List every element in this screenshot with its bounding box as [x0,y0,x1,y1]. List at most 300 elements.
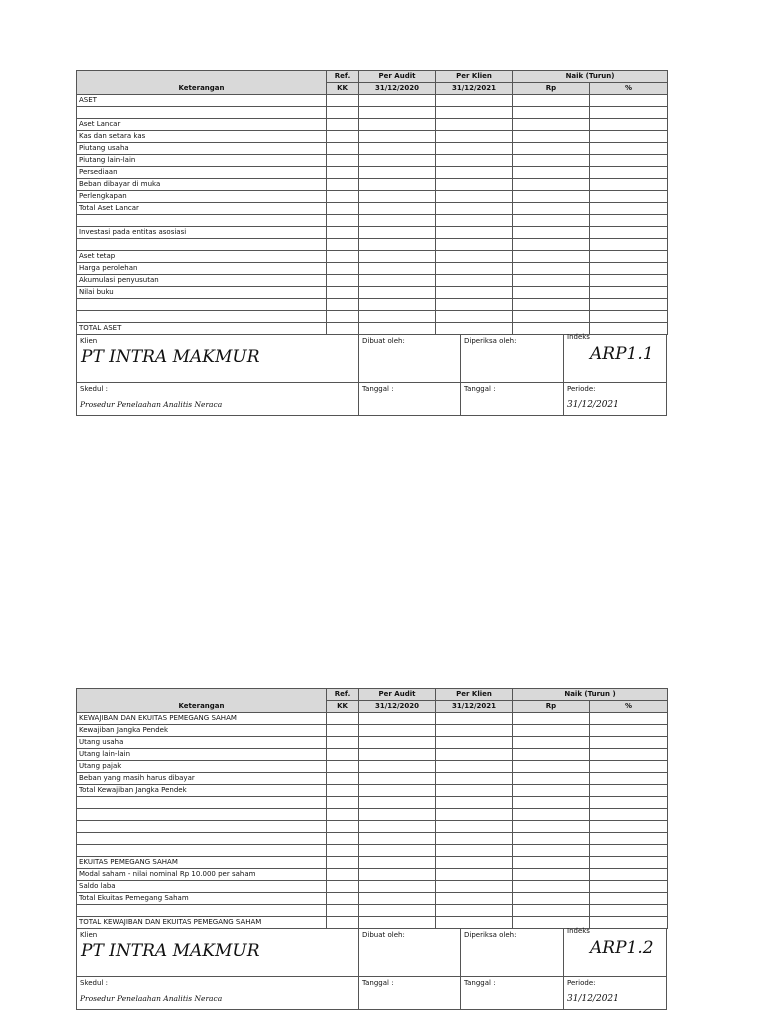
pct-cell [590,905,668,917]
diperiksa-cell [461,929,564,976]
ref-cell [327,761,359,773]
per-klien-cell [436,713,513,725]
indeks-value: ARP1.2 [590,938,654,958]
row-label [77,239,327,251]
rp-cell [513,761,590,773]
periode-label: Periode: [567,385,596,393]
per-klien-cell [436,905,513,917]
rp-cell [513,713,590,725]
row-label: Modal saham - nilai nominal Rp 10.000 per saham [77,869,327,881]
table-row [77,833,668,845]
rp-cell [513,191,590,203]
rp-cell [513,263,590,275]
rp-cell [513,857,590,869]
per-klien-cell [436,833,513,845]
table-row [77,227,668,239]
row-label: Investasi pada entitas asosiasi [77,227,327,239]
ref-cell [327,107,359,119]
rp-cell [513,95,590,107]
per-audit-cell [359,275,436,287]
row-label: Kas dan setara kas [77,131,327,143]
header-naik-turun: Naik (Turun ) [513,689,668,701]
ref-cell [327,869,359,881]
rp-cell [513,203,590,215]
client-cell [77,335,359,382]
per-klien-cell [436,809,513,821]
table-row [77,809,668,821]
per-audit-cell [359,893,436,905]
row-label [77,299,327,311]
per-klien-cell [436,275,513,287]
pct-cell [590,833,668,845]
rp-cell [513,239,590,251]
row-label [77,107,327,119]
ref-cell [327,119,359,131]
pct-cell [590,167,668,179]
row-label: Utang lain-lain [77,749,327,761]
per-audit-cell [359,845,436,857]
header-per-klien: Per Klien [436,71,513,83]
header-rp: Rp [513,701,590,713]
tanggal-cell-1 [359,977,461,1009]
pct-cell [590,857,668,869]
per-klien-cell [436,155,513,167]
rp-cell [513,797,590,809]
per-audit-cell [359,251,436,263]
rp-cell [513,845,590,857]
ref-cell [327,287,359,299]
per-audit-cell [359,881,436,893]
per-audit-cell [359,239,436,251]
header-naik-turun: Naik (Turun) [513,71,668,83]
pct-cell [590,107,668,119]
rp-cell [513,167,590,179]
per-klien-cell [436,95,513,107]
rp-cell [513,905,590,917]
per-klien-cell [436,191,513,203]
per-klien-cell [436,845,513,857]
liabilities-table [76,688,668,929]
skedul-label: Skedul : [80,979,108,987]
per-audit-cell [359,311,436,323]
header-keterangan: Keterangan [77,71,327,95]
ref-cell [327,797,359,809]
per-klien-cell [436,179,513,191]
row-label: Kewajiban Jangka Pendek [77,725,327,737]
klien-label: Klien [80,931,98,939]
table-row [77,737,668,749]
pct-cell [590,131,668,143]
per-audit-cell [359,797,436,809]
ref-cell [327,239,359,251]
pct-cell [590,323,668,335]
row-label: Harga perolehan [77,263,327,275]
per-audit-cell [359,95,436,107]
indeks-label: Indeks [567,927,590,935]
ref-cell [327,179,359,191]
dibuat-label: Dibuat oleh: [362,337,405,345]
table-row [77,107,668,119]
per-audit-cell [359,299,436,311]
per-klien-cell [436,749,513,761]
table-row [77,143,668,155]
ref-cell [327,299,359,311]
ref-cell [327,785,359,797]
pct-cell [590,797,668,809]
table-row [77,725,668,737]
pct-cell [590,95,668,107]
table-row [77,749,668,761]
periode-label: Periode: [567,979,596,987]
row-label: Nilai buku [77,287,327,299]
per-audit-cell [359,725,436,737]
per-klien-cell [436,917,513,929]
table-row [77,167,668,179]
ref-cell [327,263,359,275]
per-klien-cell [436,131,513,143]
row-label [77,821,327,833]
rp-cell [513,251,590,263]
pct-cell [590,725,668,737]
rp-cell [513,785,590,797]
per-klien-cell [436,227,513,239]
table-row [77,203,668,215]
client-cell [77,929,359,976]
liabilities-footer [76,929,667,1010]
header-per-klien: Per Klien [436,689,513,701]
rp-cell [513,809,590,821]
per-klien-cell [436,821,513,833]
header-rp: Rp [513,83,590,95]
per-audit-cell [359,107,436,119]
per-audit-cell [359,857,436,869]
row-label: Piutang usaha [77,143,327,155]
row-label [77,845,327,857]
pct-cell [590,809,668,821]
per-klien-cell [436,107,513,119]
pct-cell [590,893,668,905]
header-pct: % [590,83,668,95]
rp-cell [513,869,590,881]
ref-cell [327,275,359,287]
rp-cell [513,311,590,323]
periode-value: 31/12/2021 [567,400,619,410]
tanggal-label-2: Tanggal : [464,385,496,393]
tanggal-cell-1 [359,383,461,415]
ref-cell [327,845,359,857]
per-klien-cell [436,737,513,749]
rp-cell [513,119,590,131]
worksheet-liabilities-equity [76,688,667,1010]
pct-cell [590,749,668,761]
ref-cell [327,881,359,893]
per-klien-cell [436,287,513,299]
ref-cell [327,773,359,785]
header-per-klien-date: 31/12/2021 [436,83,513,95]
table-row [77,797,668,809]
pct-cell [590,299,668,311]
per-audit-cell [359,215,436,227]
ref-cell [327,227,359,239]
table-row [77,299,668,311]
per-klien-cell [436,893,513,905]
row-label [77,833,327,845]
rp-cell [513,893,590,905]
per-audit-cell [359,761,436,773]
ref-cell [327,311,359,323]
skedul-cell [77,977,359,1009]
ref-cell [327,917,359,929]
diperiksa-label: Diperiksa oleh: [464,337,517,345]
table-row [77,905,668,917]
liabilities-table-body [77,713,668,929]
pct-cell [590,917,668,929]
per-audit-cell [359,773,436,785]
row-label [77,905,327,917]
row-label: Total Aset Lancar [77,203,327,215]
ref-cell [327,323,359,335]
rp-cell [513,287,590,299]
per-audit-cell [359,785,436,797]
per-klien-cell [436,323,513,335]
klien-label: Klien [80,337,98,345]
row-label: KEWAJIBAN DAN EKUITAS PEMEGANG SAHAM [77,713,327,725]
per-klien-cell [436,299,513,311]
indeks-value: ARP1.1 [590,344,654,364]
skedul-label: Skedul : [80,385,108,393]
row-label: Total Ekuitas Pemegang Saham [77,893,327,905]
row-label: Aset Lancar [77,119,327,131]
table-row [77,881,668,893]
header-pct: % [590,701,668,713]
per-audit-cell [359,191,436,203]
per-audit-cell [359,323,436,335]
client-name: PT INTRA MAKMUR [81,347,260,367]
per-klien-cell [436,251,513,263]
row-label: EKUITAS PEMEGANG SAHAM [77,857,327,869]
per-audit-cell [359,155,436,167]
table-row [77,845,668,857]
header-keterangan: Keterangan [77,689,327,713]
per-audit-cell [359,917,436,929]
rp-cell [513,725,590,737]
assets-footer [76,335,667,416]
pct-cell [590,869,668,881]
pct-cell [590,203,668,215]
assets-table-body [77,95,668,335]
pct-cell [590,275,668,287]
rp-cell [513,107,590,119]
pct-cell [590,761,668,773]
table-row [77,155,668,167]
pct-cell [590,881,668,893]
tanggal-label-2: Tanggal : [464,979,496,987]
rp-cell [513,821,590,833]
per-klien-cell [436,239,513,251]
per-klien-cell [436,167,513,179]
ref-cell [327,893,359,905]
diperiksa-label: Diperiksa oleh: [464,931,517,939]
row-label: Aset tetap [77,251,327,263]
per-klien-cell [436,857,513,869]
rp-cell [513,749,590,761]
ref-cell [327,215,359,227]
per-klien-cell [436,761,513,773]
ref-cell [327,857,359,869]
per-audit-cell [359,905,436,917]
skedul-value: Prosedur Penelaahan Analitis Neraca [80,400,223,409]
periode-value: 31/12/2021 [567,994,619,1004]
ref-cell [327,95,359,107]
ref-cell [327,809,359,821]
header-ref: Ref. [327,71,359,83]
periode-cell [564,383,666,415]
pct-cell [590,287,668,299]
tanggal-label-1: Tanggal : [362,979,394,987]
diperiksa-cell [461,335,564,382]
row-label: Akumulasi penyusutan [77,275,327,287]
skedul-cell [77,383,359,415]
per-audit-cell [359,263,436,275]
pct-cell [590,845,668,857]
row-label [77,311,327,323]
table-row [77,311,668,323]
per-audit-cell [359,821,436,833]
pct-cell [590,263,668,275]
table-row [77,785,668,797]
per-klien-cell [436,263,513,275]
per-audit-cell [359,749,436,761]
rp-cell [513,179,590,191]
rp-cell [513,215,590,227]
row-label: Beban yang masih harus dibayar [77,773,327,785]
row-label: Total Kewajiban Jangka Pendek [77,785,327,797]
header-kk: KK [327,83,359,95]
row-label: Piutang lain-lain [77,155,327,167]
row-label: Utang usaha [77,737,327,749]
indeks-cell [564,335,666,382]
per-klien-cell [436,797,513,809]
row-label [77,809,327,821]
row-label: Beban dibayar di muka [77,179,327,191]
per-audit-cell [359,227,436,239]
per-audit-cell [359,833,436,845]
per-audit-cell [359,167,436,179]
pct-cell [590,191,668,203]
skedul-value: Prosedur Penelaahan Analitis Neraca [80,994,223,1003]
ref-cell [327,821,359,833]
client-name: PT INTRA MAKMUR [81,941,260,961]
pct-cell [590,311,668,323]
per-klien-cell [436,311,513,323]
header-per-audit-date: 31/12/2020 [359,83,436,95]
table-row [77,239,668,251]
table-row [77,713,668,725]
rp-cell [513,275,590,287]
table-row [77,857,668,869]
per-audit-cell [359,119,436,131]
rp-cell [513,833,590,845]
header-ref: Ref. [327,689,359,701]
ref-cell [327,725,359,737]
pct-cell [590,119,668,131]
row-label [77,797,327,809]
table-row [77,263,668,275]
per-audit-cell [359,713,436,725]
ref-cell [327,155,359,167]
pct-cell [590,143,668,155]
table-row [77,821,668,833]
row-label: Persediaan [77,167,327,179]
rp-cell [513,737,590,749]
pct-cell [590,227,668,239]
per-klien-cell [436,119,513,131]
per-audit-cell [359,203,436,215]
header-kk: KK [327,701,359,713]
rp-cell [513,143,590,155]
pct-cell [590,251,668,263]
per-audit-cell [359,131,436,143]
pct-cell [590,179,668,191]
row-label: TOTAL KEWAJIBAN DAN EKUITAS PEMEGANG SAHAM [77,917,327,929]
per-klien-cell [436,881,513,893]
table-row [77,893,668,905]
ref-cell [327,833,359,845]
ref-cell [327,749,359,761]
ref-cell [327,713,359,725]
row-label: Saldo laba [77,881,327,893]
per-klien-cell [436,143,513,155]
header-per-audit: Per Audit [359,71,436,83]
per-klien-cell [436,773,513,785]
ref-cell [327,737,359,749]
pct-cell [590,773,668,785]
dibuat-cell [359,335,461,382]
row-label: Utang pajak [77,761,327,773]
dibuat-label: Dibuat oleh: [362,931,405,939]
tanggal-cell-2 [461,383,564,415]
rp-cell [513,881,590,893]
rp-cell [513,131,590,143]
table-row [77,179,668,191]
ref-cell [327,191,359,203]
pct-cell [590,821,668,833]
per-audit-cell [359,143,436,155]
ref-cell [327,131,359,143]
ref-cell [327,251,359,263]
rp-cell [513,299,590,311]
dibuat-cell [359,929,461,976]
row-label: ASET [77,95,327,107]
table-row [77,275,668,287]
table-row [77,119,668,131]
per-klien-cell [436,785,513,797]
row-label: Perlengkapan [77,191,327,203]
per-klien-cell [436,215,513,227]
per-audit-cell [359,809,436,821]
table-row [77,95,668,107]
table-row [77,215,668,227]
rp-cell [513,155,590,167]
rp-cell [513,773,590,785]
tanggal-cell-2 [461,977,564,1009]
worksheet-assets [76,70,667,416]
indeks-label: Indeks [567,333,590,341]
pct-cell [590,713,668,725]
per-audit-cell [359,179,436,191]
pct-cell [590,785,668,797]
periode-cell [564,977,666,1009]
